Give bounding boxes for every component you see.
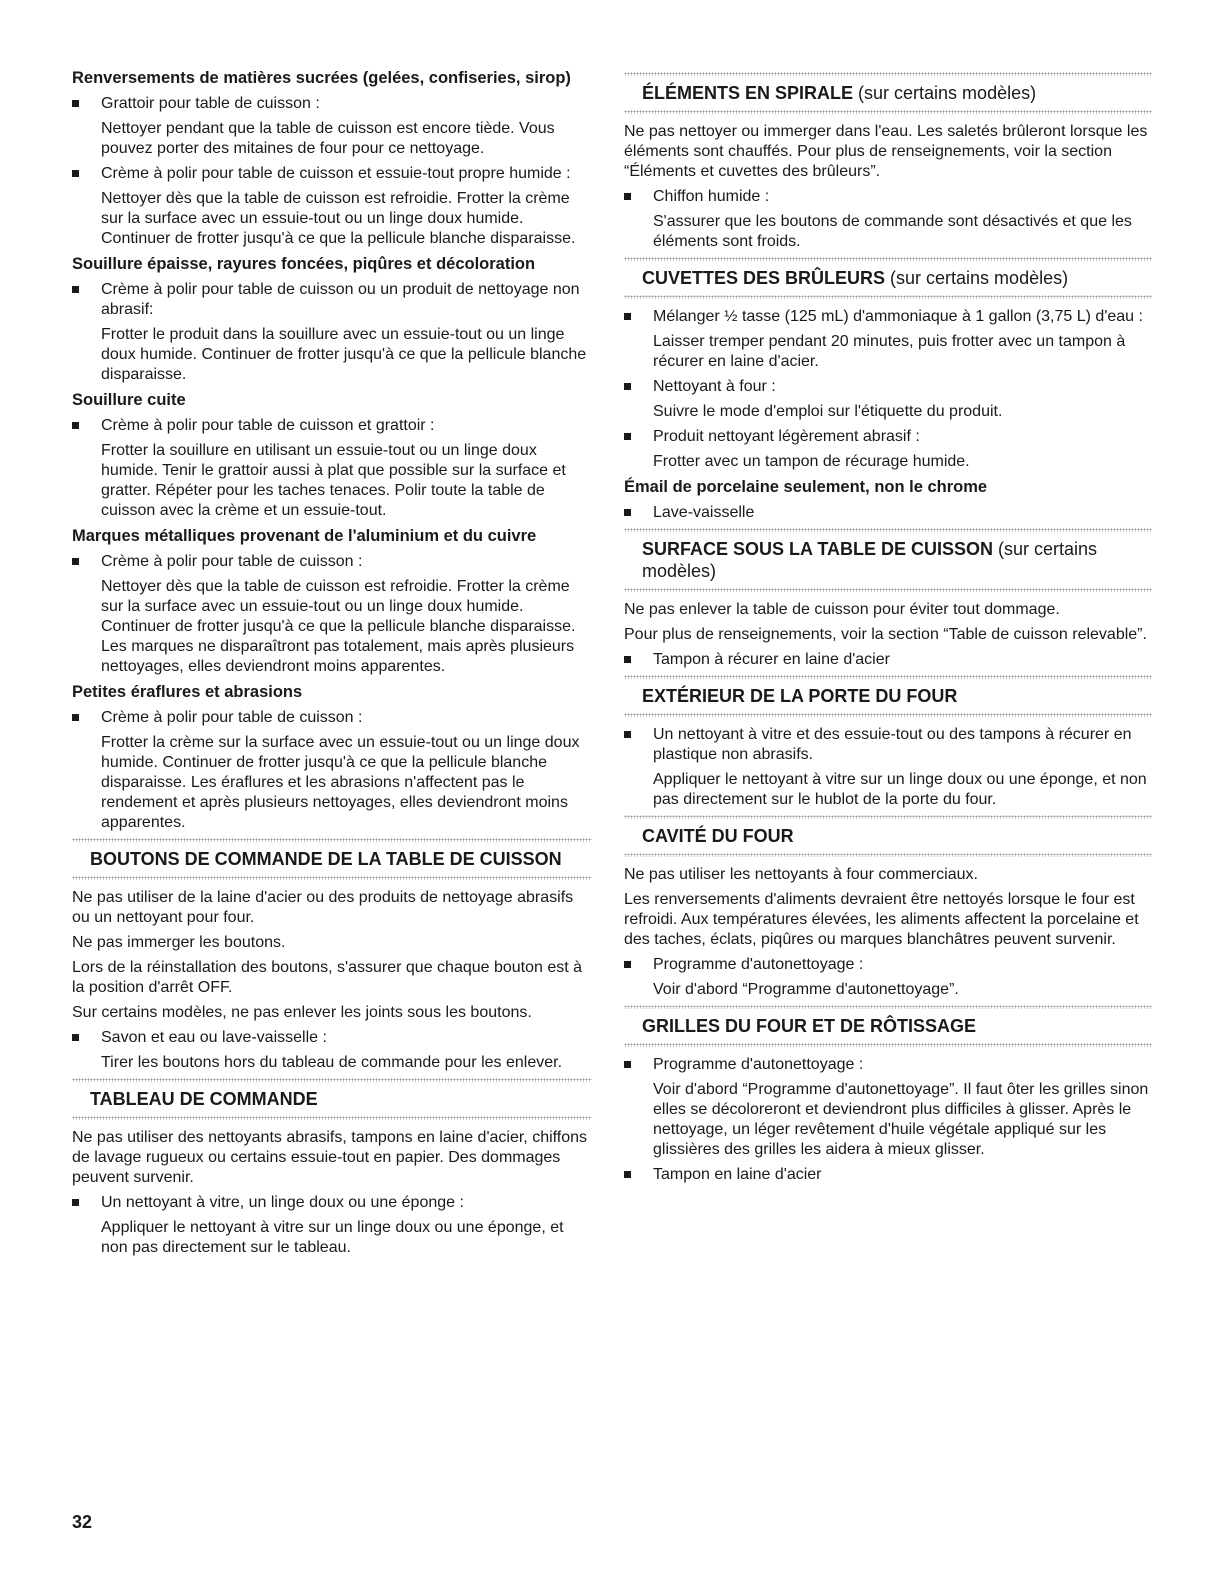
- paragraph: Ne pas enlever la table de cuisson pour éviter tout dommage.: [624, 601, 1060, 618]
- bullet-detail: Suivre le mode d'emploi sur l'étiquette du produit.: [653, 403, 1003, 420]
- subheading: Renversements de matières sucrées (gelées, confiseries, sirop): [72, 69, 571, 87]
- right-column: [624, 68, 1152, 1190]
- bullet-item: Crème à polir pour table de cuisson :: [72, 552, 592, 572]
- section-header-burner-bowls: [624, 257, 1152, 299]
- paragraph: Ne pas utiliser les nettoyants à four commerciaux.: [624, 866, 978, 883]
- bullet-item: Crème à polir pour table de cuisson et essuie-tout propre humide :: [72, 164, 592, 184]
- bullet-icon: [72, 1193, 101, 1213]
- bullet-detail: S'assurer que les boutons de commande sont désactivés et que les éléments sont froids.: [653, 213, 1132, 250]
- section-title: TABLEAU DE COMMANDE: [90, 1089, 318, 1109]
- bullet-item: Lave-vaisselle: [624, 503, 1152, 523]
- bullet-icon: [624, 503, 653, 523]
- paragraph: Sur certains modèles, ne pas enlever les joints sous les boutons.: [72, 1004, 532, 1021]
- bullet-item: Un nettoyant à vitre, un linge doux ou une éponge :: [72, 1193, 592, 1213]
- paragraph: Pour plus de renseignements, voir la section “Table de cuisson relevable”.: [624, 626, 1147, 643]
- section-title: SURFACE SOUS LA TABLE DE CUISSON (sur certains modèles): [642, 539, 1098, 581]
- subheading: Souillure épaisse, rayures foncées, piqûres et décoloration: [72, 255, 536, 273]
- bullet-item: Crème à polir pour table de cuisson et grattoir :: [72, 416, 592, 436]
- dotted-rule: [72, 876, 592, 880]
- dotted-rule: [72, 1116, 592, 1120]
- section-header-oven-door: [624, 675, 1152, 717]
- section-title: ÉLÉMENTS EN SPIRALE (sur certains modèles): [642, 83, 1037, 103]
- paragraph: Lors de la réinstallation des boutons, s'assurer que chaque bouton est à la position d'arrêt OFF.: [72, 959, 583, 996]
- subheading: Petites éraflures et abrasions: [72, 683, 303, 701]
- paragraph: Ne pas utiliser des nettoyants abrasifs, tampons en laine d'acier, chiffons de lavage rugueux ou certains essuie-tout en papier. Des dommages peuvent survenir.: [72, 1129, 588, 1186]
- bullet-icon: [624, 307, 653, 327]
- bullet-icon: [624, 377, 653, 397]
- section-header-control-panel: [72, 1078, 592, 1120]
- bullet-icon: [72, 94, 101, 114]
- dotted-rule: [624, 110, 1152, 114]
- page-number: 32: [72, 1512, 93, 1532]
- bullet-detail: Appliquer le nettoyant à vitre sur un linge doux ou une éponge, et non pas directement sur le tableau.: [101, 1219, 564, 1256]
- bullet-icon: [72, 280, 101, 320]
- paragraph: Les renversements d'aliments devraient être nettoyés lorsque le four est refroidi. Aux températures élevées, les aliments affectent la porcelaine et des taches, éclats, piqûres ou marques blanchâtres peuvent survenir.: [624, 891, 1139, 948]
- bullet-icon: [72, 552, 101, 572]
- dotted-rule: [624, 1043, 1152, 1047]
- section-title: CAVITÉ DU FOUR: [642, 826, 794, 846]
- bullet-icon: [624, 650, 653, 670]
- section-header-control-knobs: [72, 838, 592, 880]
- bullet-detail: Voir d'abord “Programme d'autonettoyage”. Il faut ôter les grilles sinon elles se décoloreront et deviendront plus difficiles à glisser. Après le nettoyage, un léger revêtement d'huile végétale appliqué sur les glissières des grilles les aidera à mieux glisser.: [653, 1081, 1149, 1158]
- section-sugar-spills: [72, 68, 592, 249]
- bullet-detail: Tirer les boutons hors du tableau de commande pour les enlever.: [101, 1054, 563, 1071]
- bullet-detail: Nettoyer pendant que la table de cuisson est encore tiède. Vous pouvez porter des mitaines de four pour ce nettoyage.: [101, 120, 555, 157]
- paragraph: Ne pas utiliser de la laine d'acier ou des produits de nettoyage abrasifs ou un nettoyant pour four.: [72, 889, 574, 926]
- bullet-detail: Appliquer le nettoyant à vitre sur un linge doux ou une éponge, et non pas directement sur le hublot de la porte du four.: [653, 771, 1147, 808]
- bullet-item: Tampon en laine d'acier: [624, 1165, 1152, 1185]
- bullet-item: Crème à polir pour table de cuisson ou un produit de nettoyage non abrasif:: [72, 280, 592, 320]
- bullet-item: Nettoyant à four :: [624, 377, 1152, 397]
- section-title: BOUTONS DE COMMANDE DE LA TABLE DE CUISSON: [90, 849, 562, 869]
- section-baked-soil: [72, 390, 592, 521]
- bullet-detail: Frotter avec un tampon de récurage humide.: [653, 453, 970, 470]
- section-metal-marks: [72, 526, 592, 677]
- bullet-detail: Frotter la souillure en utilisant un essuie-tout ou un linge doux humide. Tenir le grattoir aussi à plat que possible sur la surface et gratter. Répéter pour les taches tenaces. Polir toute la table de cuisson avec la crème et un essuie-tout.: [101, 442, 566, 519]
- dotted-rule: [624, 853, 1152, 857]
- subheading: Marques métalliques provenant de l'aluminium et du cuivre: [72, 527, 537, 545]
- bullet-detail: Laisser tremper pendant 20 minutes, puis frotter avec un tampon à récurer en laine d'acier.: [653, 333, 1126, 370]
- section-title: CUVETTES DES BRÛLEURS (sur certains modèles): [642, 268, 1069, 288]
- bullet-icon: [624, 187, 653, 207]
- bullet-icon: [72, 708, 101, 728]
- bullet-item: Tampon à récurer en laine d'acier: [624, 650, 1152, 670]
- section-scratches: [72, 682, 592, 833]
- bullet-detail: Voir d'abord “Programme d'autonettoyage”.: [653, 981, 959, 998]
- bullet-detail: Nettoyer dès que la table de cuisson est refroidie. Frotter la crème sur la surface avec un essuie-tout ou un linge doux humide. Continuer de frotter jusqu'à ce que la pellicule blanche disparaisse. Les marques ne disparaîtront pas totalement, mais après plusieurs nettoyages, elles deviendront moins apparentes.: [101, 578, 576, 675]
- section-header-under-cooktop: [624, 528, 1152, 592]
- bullet-icon: [624, 725, 653, 765]
- paragraph: Ne pas nettoyer ou immerger dans l'eau. Les saletés brûleront lorsque les éléments sont chauffés. Pour plus de renseignements, voir la section “Éléments et cuvettes des brûleurs”.: [624, 123, 1148, 180]
- bullet-icon: [624, 1055, 653, 1075]
- bullet-item: Crème à polir pour table de cuisson :: [72, 708, 592, 728]
- dotted-rule: [624, 295, 1152, 299]
- section-thick-soil: [72, 254, 592, 385]
- bullet-item: Chiffon humide :: [624, 187, 1152, 207]
- bullet-item: Grattoir pour table de cuisson :: [72, 94, 592, 114]
- dotted-rule: [624, 588, 1152, 592]
- bullet-icon: [624, 427, 653, 447]
- left-column: [72, 68, 592, 1263]
- bullet-icon: [72, 416, 101, 436]
- section-header-oven-racks: [624, 1005, 1152, 1047]
- section-title: EXTÉRIEUR DE LA PORTE DU FOUR: [642, 686, 958, 706]
- bullet-detail: Nettoyer dès que la table de cuisson est refroidie. Frotter la crème sur la surface avec un essuie-tout ou un linge doux humide. Continuer de frotter jusqu'à ce que la pellicule blanche disparaisse.: [101, 190, 576, 247]
- bullet-item: Savon et eau ou lave-vaisselle :: [72, 1028, 592, 1048]
- bullet-item: Un nettoyant à vitre et des essuie-tout ou des tampons à récurer en plastique non abrasifs.: [624, 725, 1152, 765]
- bullet-detail: Frotter la crème sur la surface avec un essuie-tout ou un linge doux humide. Continuer de frotter jusqu'à ce que la pellicule blanche disparaisse. Les éraflures et les abrasions n'affectent pas le rendement et après plusieurs nettoyages, elles deviendront moins apparentes.: [101, 734, 580, 831]
- bullet-icon: [72, 1028, 101, 1048]
- bullet-item: Produit nettoyant légèrement abrasif :: [624, 427, 1152, 447]
- subheading: Souillure cuite: [72, 391, 186, 409]
- bullet-icon: [624, 1165, 653, 1185]
- bullet-item: Mélanger ½ tasse (125 mL) d'ammoniaque à 1 gallon (3,75 L) d'eau :: [624, 307, 1152, 327]
- bullet-item: Programme d'autonettoyage :: [624, 1055, 1152, 1075]
- dotted-rule: [624, 713, 1152, 717]
- subheading: Émail de porcelaine seulement, non le chrome: [624, 478, 988, 496]
- bullet-item: Programme d'autonettoyage :: [624, 955, 1152, 975]
- bullet-icon: [624, 955, 653, 975]
- section-title: GRILLES DU FOUR ET DE RÔTISSAGE: [642, 1016, 977, 1036]
- paragraph: Ne pas immerger les boutons.: [72, 934, 286, 951]
- section-header-coil-elements: [624, 72, 1152, 114]
- section-header-oven-cavity: [624, 815, 1152, 857]
- bullet-icon: [72, 164, 101, 184]
- bullet-detail: Frotter le produit dans la souillure avec un essuie-tout ou un linge doux humide. Continuer de frotter jusqu'à ce que la pellicule blanche disparaisse.: [101, 326, 587, 383]
